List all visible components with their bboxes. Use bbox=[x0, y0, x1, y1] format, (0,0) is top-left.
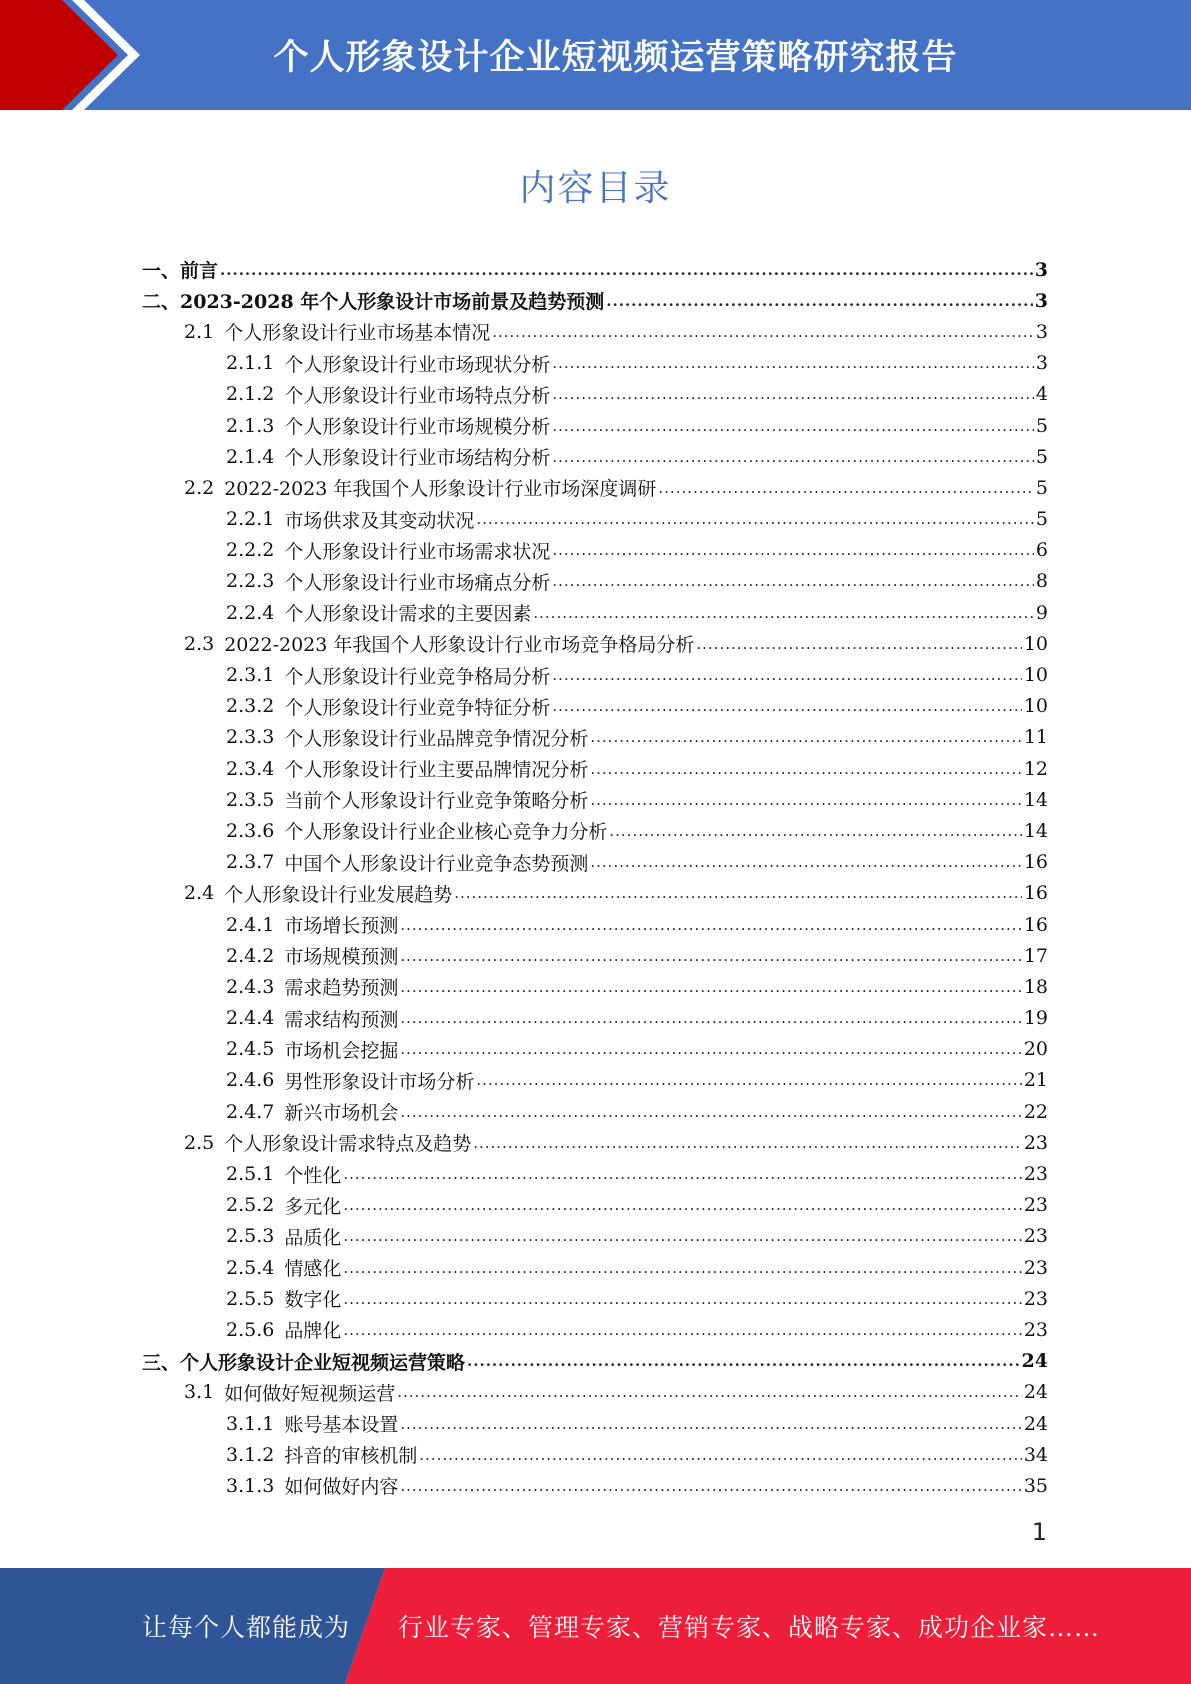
toc-leader-dots bbox=[467, 1352, 1020, 1370]
toc-entry-page: 5 bbox=[1035, 508, 1048, 531]
toc-entry-number: 2.3.7 bbox=[226, 851, 275, 874]
toc-leader-dots bbox=[609, 822, 1021, 840]
footer-slogan-right: 行业专家、管理专家、营销专家、战略专家、成功企业家…… bbox=[398, 1613, 1101, 1642]
toc-leader-dots bbox=[533, 604, 1034, 622]
toc-entry-title: 个人形象设计企业短视频运营策略 bbox=[180, 1351, 466, 1374]
toc-entry-title: 前言 bbox=[180, 260, 219, 283]
toc-entry-title: 市场规模预测 bbox=[284, 946, 399, 969]
toc-entry-number: 2.1.2 bbox=[226, 383, 275, 406]
toc-entry[interactable] bbox=[142, 1221, 1048, 1252]
toc-leader-dots bbox=[400, 1103, 1021, 1121]
chevron-arrow-icon bbox=[0, 0, 160, 110]
toc-leader-dots bbox=[552, 697, 1021, 715]
toc-entry[interactable] bbox=[142, 940, 1048, 971]
toc-leader-dots bbox=[590, 853, 1021, 871]
toc-leader-dots bbox=[454, 884, 1022, 902]
toc-entry[interactable] bbox=[142, 1034, 1048, 1065]
toc-entry-number: 3.1 bbox=[184, 1381, 215, 1404]
toc-entry-title: 个人形象设计行业品牌竞争情况分析 bbox=[284, 727, 589, 750]
toc-entry[interactable] bbox=[142, 1096, 1048, 1127]
toc-entry-number: 2.1.3 bbox=[226, 414, 275, 437]
toc-entry[interactable] bbox=[142, 441, 1048, 472]
toc-entry-title: 个人形象设计行业竞争格局分析 bbox=[284, 665, 551, 688]
toc-entry[interactable] bbox=[142, 878, 1048, 909]
toc-entry-page: 12 bbox=[1023, 757, 1048, 780]
toc-leader-dots bbox=[400, 916, 1021, 934]
toc-entry-title: 个人形象设计行业市场需求状况 bbox=[284, 540, 551, 563]
toc-entry[interactable] bbox=[142, 1377, 1048, 1408]
toc-entry-number: 2.5.1 bbox=[226, 1163, 275, 1186]
toc-leader-dots bbox=[473, 1134, 1022, 1152]
toc-entry-page: 16 bbox=[1023, 882, 1048, 905]
toc-entry-number: 2.5.3 bbox=[226, 1225, 275, 1248]
toc-entry-title: 个人形象设计行业发展趋势 bbox=[224, 883, 453, 906]
table-of-contents bbox=[142, 254, 1048, 1502]
toc-entry-title: 品质化 bbox=[284, 1226, 342, 1249]
toc-entry[interactable] bbox=[142, 691, 1048, 722]
toc-leader-dots bbox=[552, 354, 1034, 372]
toc-entry-number: 2.2.4 bbox=[226, 601, 275, 624]
toc-entry-title: 2022-2023 年我国个人形象设计行业市场竞争格局分析 bbox=[224, 634, 695, 657]
toc-leader-dots bbox=[552, 385, 1034, 403]
toc-entry[interactable] bbox=[142, 784, 1048, 815]
toc-heading: 内容目录 bbox=[519, 168, 672, 209]
toc-entry-number: 2.4 bbox=[184, 882, 215, 905]
toc-entry-number: 2.2 bbox=[184, 476, 215, 499]
toc-entry-title: 市场增长预测 bbox=[284, 915, 399, 938]
toc-entry-page: 24 bbox=[1021, 1350, 1048, 1373]
toc-entry-page: 23 bbox=[1023, 1318, 1048, 1341]
toc-entry-title: 个人形象设计行业主要品牌情况分析 bbox=[284, 759, 589, 782]
toc-leader-dots bbox=[419, 1446, 1021, 1464]
toc-entry[interactable] bbox=[142, 316, 1048, 347]
toc-entry-page: 3 bbox=[1034, 289, 1048, 312]
toc-entry-title: 如何做好内容 bbox=[284, 1476, 399, 1499]
toc-entry-number: 2.4.4 bbox=[226, 1007, 275, 1030]
toc-entry-number: 2.4.2 bbox=[226, 944, 275, 967]
toc-entry[interactable] bbox=[142, 1158, 1048, 1189]
toc-entry-page: 10 bbox=[1023, 664, 1048, 687]
toc-entry-page: 6 bbox=[1035, 539, 1048, 562]
toc-entry-page: 16 bbox=[1023, 913, 1048, 936]
toc-entry-page: 23 bbox=[1023, 1287, 1048, 1310]
toc-entry-page: 14 bbox=[1023, 819, 1048, 842]
toc-entry-title: 个人形象设计行业企业核心竞争力分析 bbox=[284, 821, 608, 844]
toc-entry-number: 2.5.6 bbox=[226, 1318, 275, 1341]
toc-entry-title: 如何做好短视频运营 bbox=[224, 1382, 396, 1405]
toc-entry-title: 需求结构预测 bbox=[284, 1008, 399, 1031]
toc-entry[interactable] bbox=[142, 1065, 1048, 1096]
toc-entry-number: 2.4.7 bbox=[226, 1100, 275, 1123]
toc-entry-title: 个人形象设计行业市场规模分析 bbox=[284, 416, 551, 439]
toc-entry-page: 5 bbox=[1035, 414, 1048, 437]
toc-entry-title: 2022-2023 年我国个人形象设计行业市场深度调研 bbox=[224, 478, 657, 501]
toc-entry-title: 当前个人形象设计行业竞争策略分析 bbox=[284, 790, 589, 813]
toc-leader-dots bbox=[400, 1040, 1021, 1058]
toc-leader-dots bbox=[552, 572, 1034, 590]
toc-leader-dots bbox=[476, 510, 1034, 528]
toc-leader-dots bbox=[400, 947, 1021, 965]
toc-entry-number: 2.1 bbox=[184, 320, 215, 343]
toc-entry-page: 24 bbox=[1023, 1412, 1048, 1435]
toc-entry-number: 2.4.5 bbox=[226, 1038, 275, 1061]
page-number: 1 bbox=[1031, 1518, 1047, 1546]
toc-entry[interactable] bbox=[142, 379, 1048, 410]
toc-entry-page: 23 bbox=[1023, 1194, 1048, 1217]
toc-entry[interactable] bbox=[142, 909, 1048, 940]
toc-entry[interactable] bbox=[142, 472, 1048, 503]
toc-entry-title: 账号基本设置 bbox=[284, 1414, 399, 1437]
toc-entry-title: 市场供求及其变动状况 bbox=[284, 509, 475, 532]
toc-entry[interactable] bbox=[142, 1346, 1048, 1377]
toc-leader-dots bbox=[343, 1196, 1021, 1214]
toc-entry-title: 2023-2028 年个人形象设计市场前景及趋势预测 bbox=[180, 291, 605, 314]
toc-entry-page: 5 bbox=[1035, 445, 1048, 468]
toc-entry-title: 多元化 bbox=[284, 1195, 342, 1218]
toc-leader-dots bbox=[552, 417, 1034, 435]
toc-entry-page: 3 bbox=[1035, 320, 1048, 343]
toc-entry-number: 3.1.3 bbox=[226, 1474, 275, 1497]
toc-entry-page: 24 bbox=[1023, 1381, 1048, 1404]
toc-entry-title: 个人形象设计行业市场痛点分析 bbox=[284, 571, 551, 594]
toc-leader-dots bbox=[343, 1227, 1021, 1245]
toc-entry-page: 14 bbox=[1023, 788, 1048, 811]
toc-leader-dots bbox=[590, 760, 1021, 778]
toc-entry-page: 23 bbox=[1023, 1225, 1048, 1248]
toc-entry[interactable] bbox=[142, 628, 1048, 659]
toc-entry[interactable] bbox=[142, 1283, 1048, 1314]
toc-entry-title: 情感化 bbox=[284, 1258, 342, 1281]
toc-entry-number: 二、 bbox=[142, 291, 181, 314]
toc-entry-title: 新兴市场机会 bbox=[284, 1102, 399, 1125]
toc-entry-number: 2.3.1 bbox=[226, 664, 275, 687]
toc-entry-number: 2.4.1 bbox=[226, 913, 275, 936]
toc-entry[interactable] bbox=[142, 410, 1048, 441]
toc-entry-page: 9 bbox=[1035, 601, 1048, 624]
toc-entry-number: 3.1.1 bbox=[226, 1412, 275, 1435]
toc-entry-page: 34 bbox=[1023, 1443, 1048, 1466]
toc-entry[interactable] bbox=[142, 847, 1048, 878]
toc-entry-number: 2.1.4 bbox=[226, 445, 275, 468]
toc-entry[interactable] bbox=[142, 722, 1048, 753]
toc-leader-dots bbox=[400, 1009, 1021, 1027]
toc-entry[interactable] bbox=[142, 1127, 1048, 1158]
toc-entry-page: 23 bbox=[1023, 1131, 1048, 1154]
toc-entry-title: 抖音的审核机制 bbox=[284, 1445, 418, 1468]
toc-entry-title: 中国个人形象设计行业竞争态势预测 bbox=[284, 852, 589, 875]
toc-entry-title: 个人形象设计行业市场基本情况 bbox=[224, 322, 491, 345]
toc-entry-page: 16 bbox=[1023, 851, 1048, 874]
toc-leader-dots bbox=[220, 261, 1033, 279]
toc-entry[interactable] bbox=[142, 971, 1048, 1002]
toc-entry[interactable] bbox=[142, 1252, 1048, 1283]
toc-leader-dots bbox=[552, 666, 1021, 684]
header-band bbox=[0, 0, 1191, 110]
toc-entry-title: 数字化 bbox=[284, 1289, 342, 1312]
toc-entry-number: 2.3 bbox=[184, 632, 215, 655]
toc-entry-number: 2.2.3 bbox=[226, 570, 275, 593]
toc-entry-number: 2.3.3 bbox=[226, 726, 275, 749]
toc-entry-title: 品牌化 bbox=[284, 1320, 342, 1343]
toc-leader-dots bbox=[552, 541, 1034, 559]
toc-entry-page: 23 bbox=[1023, 1256, 1048, 1279]
toc-entry-title: 个人形象设计需求特点及趋势 bbox=[224, 1133, 472, 1156]
toc-entry-page: 17 bbox=[1023, 944, 1048, 967]
toc-leader-dots bbox=[590, 728, 1021, 746]
toc-entry-page: 23 bbox=[1023, 1163, 1048, 1186]
toc-leader-dots bbox=[606, 292, 1032, 310]
toc-entry-title: 个人形象设计需求的主要因素 bbox=[284, 603, 532, 626]
toc-leader-dots bbox=[397, 1383, 1022, 1401]
toc-entry-page: 3 bbox=[1034, 258, 1048, 281]
toc-entry-page: 8 bbox=[1035, 570, 1048, 593]
toc-entry-title: 个人形象设计行业市场结构分析 bbox=[284, 447, 551, 470]
toc-entry-number: 3.1.2 bbox=[226, 1443, 275, 1466]
toc-entry-page: 10 bbox=[1023, 632, 1048, 655]
toc-entry[interactable] bbox=[142, 566, 1048, 597]
report-title: 个人形象设计企业短视频运营策略研究报告 bbox=[273, 38, 958, 78]
toc-entry-number: 一、 bbox=[142, 260, 181, 283]
toc-leader-dots bbox=[343, 1321, 1021, 1339]
toc-entry[interactable] bbox=[142, 254, 1048, 285]
toc-entry[interactable] bbox=[142, 1439, 1048, 1470]
toc-entry-page: 20 bbox=[1023, 1038, 1048, 1061]
toc-entry-title: 需求趋势预测 bbox=[284, 977, 399, 1000]
toc-entry-page: 3 bbox=[1035, 352, 1048, 375]
toc-entry-title: 男性形象设计市场分析 bbox=[284, 1070, 475, 1093]
toc-entry-number: 2.2.1 bbox=[226, 508, 275, 531]
toc-entry[interactable] bbox=[142, 535, 1048, 566]
footer-band bbox=[0, 1568, 1191, 1684]
toc-entry-page: 4 bbox=[1035, 383, 1048, 406]
toc-entry[interactable] bbox=[142, 597, 1048, 628]
toc-entry-title: 个性化 bbox=[284, 1164, 342, 1187]
toc-entry[interactable] bbox=[142, 753, 1048, 784]
toc-entry-number: 2.5 bbox=[184, 1131, 215, 1154]
toc-leader-dots bbox=[552, 448, 1034, 466]
toc-entry-number: 2.5.2 bbox=[226, 1194, 275, 1217]
toc-leader-dots bbox=[343, 1290, 1021, 1308]
toc-entry-page: 5 bbox=[1035, 476, 1048, 499]
toc-entry-page: 18 bbox=[1023, 975, 1048, 998]
toc-entry-page: 19 bbox=[1023, 1007, 1048, 1030]
toc-entry-number: 2.3.6 bbox=[226, 819, 275, 842]
toc-entry[interactable] bbox=[142, 1003, 1048, 1034]
toc-entry-title: 个人形象设计行业市场特点分析 bbox=[284, 384, 551, 407]
toc-entry-number: 2.4.6 bbox=[226, 1069, 275, 1092]
toc-entry[interactable] bbox=[142, 659, 1048, 690]
toc-entry-number: 2.5.5 bbox=[226, 1287, 275, 1310]
toc-entry-title: 市场机会挖掘 bbox=[284, 1039, 399, 1062]
toc-entry[interactable] bbox=[142, 1314, 1048, 1345]
toc-entry-page: 21 bbox=[1023, 1069, 1048, 1092]
toc-leader-dots bbox=[400, 1415, 1021, 1433]
toc-entry-page: 22 bbox=[1023, 1100, 1048, 1123]
toc-entry-title: 个人形象设计行业市场现状分析 bbox=[284, 353, 551, 376]
toc-leader-dots bbox=[400, 978, 1021, 996]
toc-entry-number: 2.2.2 bbox=[226, 539, 275, 562]
toc-leader-dots bbox=[476, 1071, 1021, 1089]
footer-slogan-left: 让每个人都能成为 bbox=[142, 1613, 351, 1642]
toc-entry[interactable] bbox=[142, 1190, 1048, 1221]
toc-entry-number: 三、 bbox=[142, 1351, 181, 1374]
toc-leader-dots bbox=[658, 479, 1034, 497]
toc-leader-dots bbox=[400, 1477, 1021, 1495]
toc-entry[interactable] bbox=[142, 1408, 1048, 1439]
toc-entry-page: 10 bbox=[1023, 695, 1048, 718]
toc-entry-number: 2.1.1 bbox=[226, 352, 275, 375]
toc-leader-dots bbox=[590, 791, 1021, 809]
toc-entry-title: 个人形象设计行业竞争特征分析 bbox=[284, 696, 551, 719]
toc-entry[interactable] bbox=[142, 348, 1048, 379]
toc-entry[interactable] bbox=[142, 1470, 1048, 1501]
toc-entry-number: 2.3.2 bbox=[226, 695, 275, 718]
toc-leader-dots bbox=[696, 635, 1021, 653]
toc-entry[interactable] bbox=[142, 285, 1048, 316]
toc-leader-dots bbox=[343, 1259, 1021, 1277]
toc-entry[interactable] bbox=[142, 815, 1048, 846]
toc-entry[interactable] bbox=[142, 504, 1048, 535]
toc-entry-page: 35 bbox=[1023, 1474, 1048, 1497]
toc-entry-number: 2.4.3 bbox=[226, 975, 275, 998]
toc-entry-number: 2.3.4 bbox=[226, 757, 275, 780]
toc-leader-dots bbox=[343, 1165, 1021, 1183]
toc-entry-number: 2.3.5 bbox=[226, 788, 275, 811]
toc-entry-number: 2.5.4 bbox=[226, 1256, 275, 1279]
toc-leader-dots bbox=[492, 323, 1034, 341]
toc-entry-page: 11 bbox=[1023, 726, 1048, 749]
